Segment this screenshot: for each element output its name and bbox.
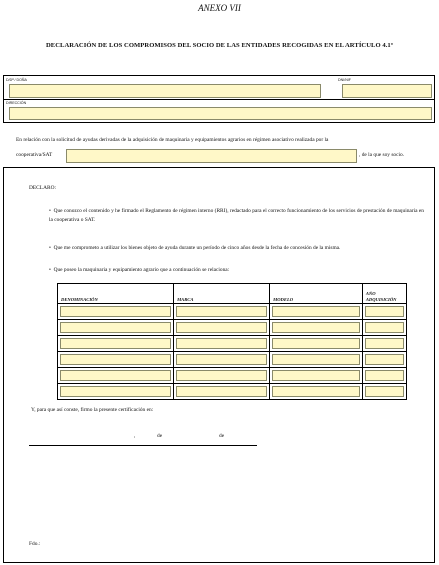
bullet-1 xyxy=(49,207,424,224)
table-cell xyxy=(174,368,270,384)
table-cell xyxy=(58,320,174,336)
table-input-field[interactable] xyxy=(365,322,404,333)
table-input-field[interactable] xyxy=(176,386,267,397)
table-input-field[interactable] xyxy=(272,306,360,317)
address-field[interactable] xyxy=(9,107,432,120)
signature-label: Fdo.: xyxy=(29,541,41,547)
table-header-row xyxy=(58,284,407,304)
id-field[interactable] xyxy=(342,84,432,98)
table-input-field[interactable] xyxy=(176,306,267,317)
table-input-field[interactable] xyxy=(272,370,360,381)
table-cell xyxy=(58,336,174,352)
table-cell xyxy=(270,336,363,352)
header-denominacion: DENOMINACIÓN xyxy=(58,284,174,304)
table-input-field[interactable] xyxy=(176,354,267,365)
cooperative-field[interactable] xyxy=(66,149,357,163)
table-cell xyxy=(174,336,270,352)
table-input-field[interactable] xyxy=(272,386,360,397)
table-cell xyxy=(362,336,406,352)
intro-suffix: , de la que soy socio. xyxy=(359,152,405,158)
name-label: D/Dª / DOÑA xyxy=(6,78,27,82)
table-cell xyxy=(270,320,363,336)
table-input-field[interactable] xyxy=(365,338,404,349)
table-cell xyxy=(362,384,406,400)
intro-prefix: cooperativa/SAT xyxy=(16,152,53,158)
table-input-field[interactable] xyxy=(176,370,267,381)
table-row xyxy=(58,320,407,336)
table-input-field[interactable] xyxy=(60,322,171,333)
table-cell xyxy=(58,368,174,384)
table-input-field[interactable] xyxy=(365,386,404,397)
table-cell xyxy=(362,304,406,320)
table-input-field[interactable] xyxy=(176,322,267,333)
date-comma: , xyxy=(134,433,136,439)
table-input-field[interactable] xyxy=(365,370,404,381)
table-cell xyxy=(174,304,270,320)
table-input-field[interactable] xyxy=(365,354,404,365)
table-cell xyxy=(270,384,363,400)
table-input-field[interactable] xyxy=(60,306,171,317)
table-cell xyxy=(174,352,270,368)
date-line xyxy=(29,445,257,446)
table-cell xyxy=(58,304,174,320)
table-row xyxy=(58,304,407,320)
table-input-field[interactable] xyxy=(60,386,171,397)
table-cell xyxy=(174,384,270,400)
table-input-field[interactable] xyxy=(60,354,171,365)
table-input-field[interactable] xyxy=(60,338,171,349)
table-cell xyxy=(58,384,174,400)
bullet-dot: • xyxy=(49,208,54,214)
table-cell xyxy=(58,352,174,368)
table-cell xyxy=(270,352,363,368)
bullet-3-text: Que poseo la maquinaria y equipamiento agrario que a continuación se relaciona: xyxy=(53,267,230,273)
table-input-field[interactable] xyxy=(272,338,360,349)
name-field[interactable] xyxy=(9,84,321,98)
bullet-2 xyxy=(49,244,434,253)
table-cell xyxy=(362,320,406,336)
date-de-2: de xyxy=(219,433,225,439)
table-cell xyxy=(362,352,406,368)
table-input-field[interactable] xyxy=(272,322,360,333)
table-input-field[interactable] xyxy=(365,306,404,317)
table-cell xyxy=(270,368,363,384)
table-cell xyxy=(270,304,363,320)
header-marca: MARCA xyxy=(174,284,270,304)
id-label: DNI/NIF xyxy=(338,78,351,82)
page-title: DECLARACIÓN DE LOS COMPROMISOS DEL SOCIO DE LAS ENTIDADES RECOGIDAS EN EL ARTÍCULO 4.1º xyxy=(45,42,394,49)
table-row xyxy=(58,368,407,384)
declaration-heading: DECLARO: xyxy=(29,185,56,191)
table-cell xyxy=(362,368,406,384)
applicant-box xyxy=(3,75,435,123)
declaration-box xyxy=(3,167,435,563)
date-de-1: de xyxy=(157,433,163,439)
table-row xyxy=(58,384,407,400)
certification-text: Y, para que así conste, firmo la presente certificación en: xyxy=(31,407,154,413)
table-input-field[interactable] xyxy=(272,354,360,365)
table-cell xyxy=(174,320,270,336)
bullet-2-text: Que me comprometo a utilizar los bienes objeto de ayuda durante un período de cinco años desde la fecha de concesión de la misma. xyxy=(53,245,341,251)
header-ano: AÑO ADQUISICIÓN xyxy=(362,284,406,304)
equipment-table xyxy=(57,283,407,400)
bullet-1-text: Que conozco el contenido y he firmado el Reglamento de régimen interno (RRI), redactado para el correcto funcionamiento de los servicios de prestación de maquinaria en la cooperativa o SAT. xyxy=(49,208,424,223)
table-input-field[interactable] xyxy=(176,338,267,349)
table-row xyxy=(58,352,407,368)
table-input-field[interactable] xyxy=(60,370,171,381)
annex-title: ANEXO VII xyxy=(198,3,241,13)
bullet-dot: • xyxy=(49,245,54,251)
address-label: DIRECCIÓN xyxy=(6,101,27,105)
bullet-3 xyxy=(49,266,424,275)
bullet-dot: • xyxy=(49,267,54,273)
table-row xyxy=(58,336,407,352)
header-modelo: MODELO xyxy=(270,284,363,304)
intro-text: En relación con la solicitud de ayudas derivadas de la adquisición de maquinaria y equipamientos agrarios en régimen asociativo realizada por la xyxy=(16,137,329,143)
